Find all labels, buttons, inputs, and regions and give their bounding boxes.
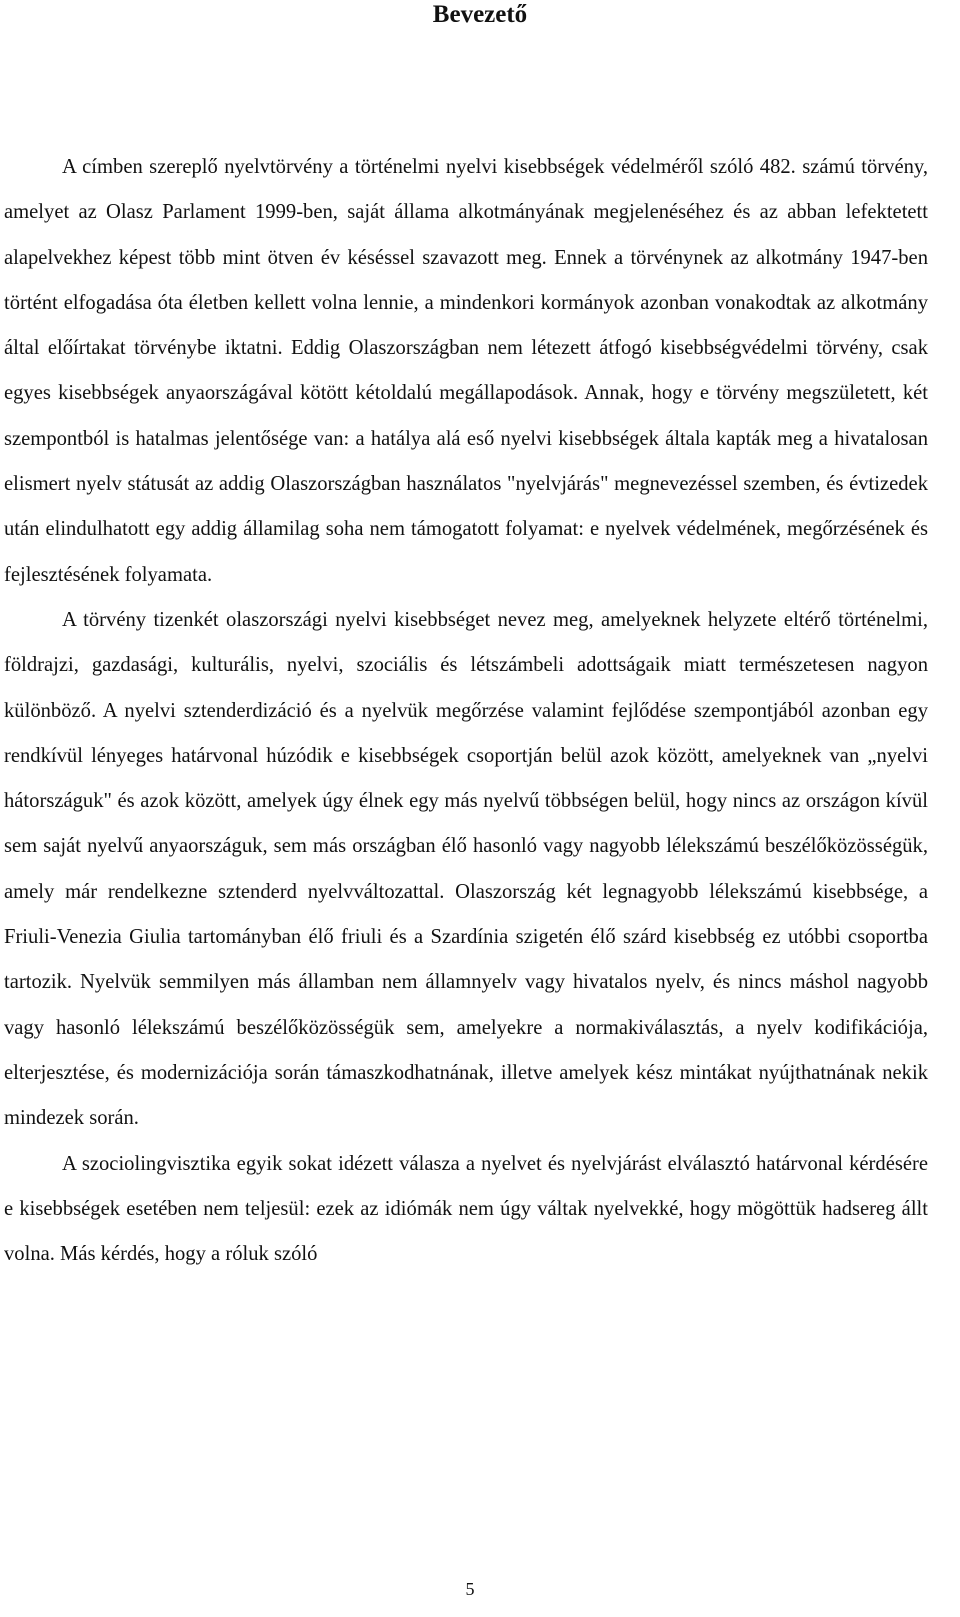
paragraph-3: A szociolingvisztika egyik sokat idézett válasza a nyelvet és nyelvjárást elválasztó határvonal kérdésére e kisebbségek esetében nem teljesül: ezek az idiómák nem úgy váltak nyelvekké, hogy mögöttük hadsereg állt volna. Más kérdés, hogy a róluk szóló	[4, 1152, 928, 1266]
page-title: Bevezető	[432, 1, 528, 28]
paragraph-1: A címben szereplő nyelvtörvény a történelmi nyelvi kisebbségek védelméről szóló 482. számú törvény, amelyet az Olasz Parlament 1999-ben, saját állama alkotmányának megjelenéséhez és az abban lefektetett alapelvekhez képest több mint ötven év késéssel szavazott meg. Ennek a törvénynek az alkotmány 1947-ben történt elfogadása óta életben kellett volna lennie, a mindenkori kormányok azonban vonakodtak az alkotmány által előírtakat törvénybe iktatni. Eddig Olaszországban nem létezett átfogó kisebbségvédelmi törvény, csak egyes kisebbségek anyaországával kötött kétoldalú megállapodások. Annak, hogy e törvény megszületett, két szempontból is hatalmas jelentősége van: a hatálya alá eső nyelvi kisebbségek általa kapták meg a hivatalosan elismert nyelv státusát az addig Olaszországban használatos "nyelvjárás" megnevezéssel szemben, és évtizedek után elindulhatott egy addig államilag soha nem támogatott folyamat: e nyelvek védelmének, megőrzésének és fejlesztésének folyamata.	[4, 156, 928, 586]
page-number: 5	[465, 1579, 475, 1599]
body-text	[4, 145, 928, 1277]
paragraph-2: A törvény tizenkét olaszországi nyelvi kisebbséget nevez meg, amelyeknek helyzete eltérő történelmi, földrajzi, gazdasági, kulturális, nyelvi, szociális és létszámbeli adottságaik miatt természetesen nagyon különböző. A nyelvi sztenderdizáció és a nyelvük megőrzése valamint fejlődése szempontjából azonban egy rendkívül lényeges határvonal húzódik e kisebbségek csoportján belül azok között, amelyeknek van „nyelvi hátországuk" és azok között, amelyek úgy élnek egy más nyelvű többségen belül, hogy nincs az országon kívül sem saját nyelvű anyaországuk, sem más országban élő hasonló vagy nagyobb lélekszámú beszélőközösségük, amely már rendelkezne sztenderd nyelvváltozattal. Olaszország két legnagyobb lélekszámú kisebbsége, a Friuli-Venezia Giulia tartományban élő friuli és a Szardínia szigetén élő szárd kisebbség ez utóbbi csoportba tartozik. Nyelvük semmilyen más államban nem államnyelv vagy hivatalos nyelv, és nincs máshol nagyobb vagy hasonló lélekszámú beszélőközösségük sem, amelyekre a normakiválasztás, a nyelv kodifikációja, elterjesztése, és modernizációja során támaszkodhatnának, illetve amelyek kész mintákat nyújthatnának nekik mindezek során.	[4, 608, 928, 1130]
